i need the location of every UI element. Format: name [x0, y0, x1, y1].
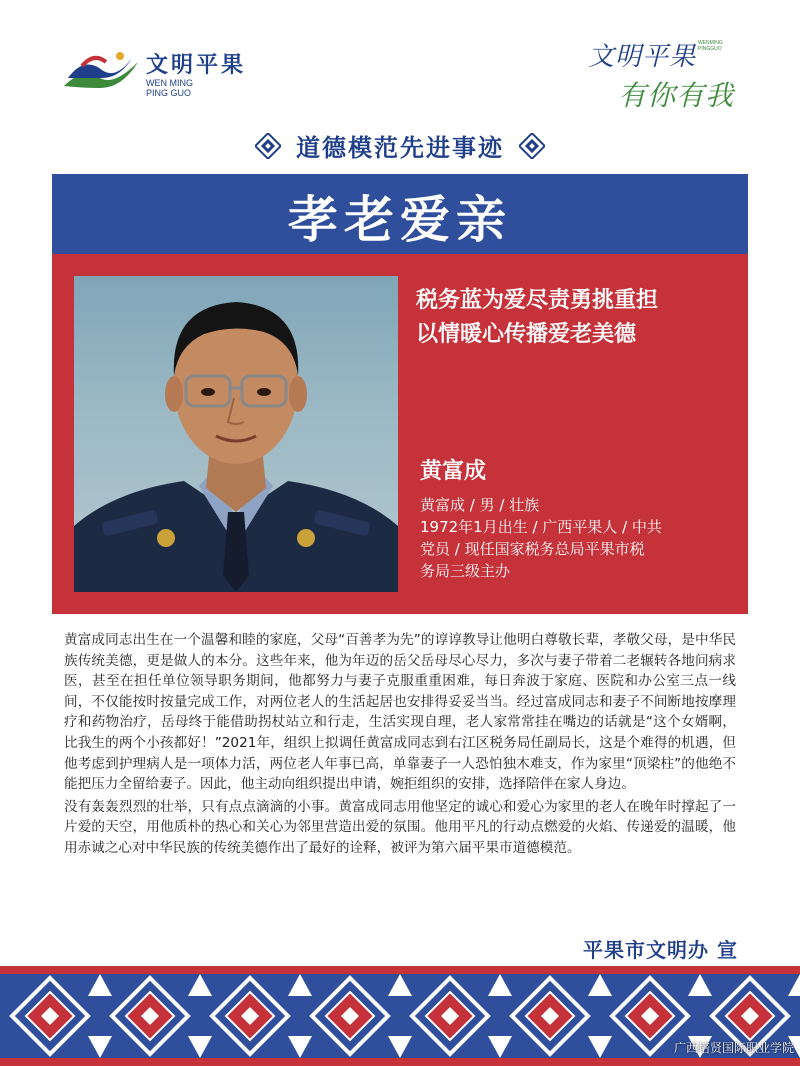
mountain-logo-icon: [62, 48, 140, 96]
logo-wenming-pingguo: [62, 42, 262, 102]
person-info-line-1: 黄富成 / 男 / 壮族: [420, 496, 540, 514]
logo-english-text: WEN MING PING GUO: [146, 78, 193, 98]
slogan-logo: [580, 30, 750, 116]
footer-pattern: [0, 966, 800, 1066]
person-info-line-3: 党员 / 现任国家税务总局平果市税: [420, 540, 645, 558]
story-body: [64, 630, 736, 861]
portrait-photo: [74, 276, 398, 592]
slogan-line-1: 文明平果: [588, 42, 697, 72]
story-paragraph-1: 黄富成同志出生在一个温馨和睦的家庭，父母“百善孝为先”的谆谆教导让他明白尊敬长辈，孝敬父母，是中华民族传统美德，更是做人的本分。这些年来，他为年迈的岳父岳母尽心尽力，多次与妻子带着二老辗转各地问病求医，甚至在担任单位领导职务期间，他都努力与妻子克服重重困难，每日奔波于家庭、医院和办公室三点一线间，不仅能按时按量完成工作，对两位老人的生活起居也安排得妥妥当当。经过富成同志和妻子不间断地按摩理疗和药物治疗，岳母终于能借助拐杖站立和行走，生活实现自理，老人家常常挂在嘴边的话就是“这个女婿啊，比我生的两个小孩都好！”2021年，组织上拟调任黄富成同志到右江区税务局任副局长，这是个难得的机遇，但他考虑到护理病人是一项体力活，两位老人年事已高，单靠妻子一人恐怕独木难支，作为家里“顶梁柱”的他绝不能把压力全留给妻子。因此，他主动向组织提出申请，婉拒组织的安排，选择陪伴在家人身边。: [64, 632, 736, 793]
publisher-credit: 平果市文明办 宣: [583, 938, 738, 962]
logo-chinese-text: 文明平果: [146, 52, 247, 78]
headline-line-1: 税务蓝为爱尽责勇挑重担: [416, 288, 659, 313]
portrait-illustration: [74, 276, 398, 592]
main-title: 孝老爱亲: [288, 190, 512, 249]
watermark: 广西培贤国际职业学院: [673, 1041, 794, 1055]
section-heading: [0, 128, 800, 168]
headline: [416, 284, 736, 352]
title-banner: [52, 174, 748, 254]
person-info-line-2: 1972年1月出生 / 广西平果人 / 中共: [420, 518, 662, 536]
slogan-english: WENMING PINGGUO: [698, 40, 723, 52]
person-info-line-4: 务局三级主办: [420, 562, 511, 580]
story-paragraph-2: 没有轰轰烈烈的壮举，只有点点滴滴的小事。黄富成同志用他坚定的诚心和爱心为家里的老人在晚年时撑起了一片爱的天空，用他质朴的热心和关心为邻里营造出爱的氛围。他用平凡的行动点燃爱的火焰、传递爱的温暖，他用赤诚之心对中华民族的传统美德作出了最好的诠释，被评为第六届平果市道德模范。: [64, 798, 736, 856]
slogan-line-2: 有你有我: [618, 79, 735, 112]
person-info: [420, 494, 730, 582]
section-title: 道德模范先进事迹: [296, 134, 504, 162]
profile-panel: [52, 254, 748, 614]
diamond-ornament-icon: [519, 133, 545, 159]
headline-line-2: 以情暖心传播爱老美德: [416, 322, 637, 347]
diamond-ornament-icon: [255, 133, 281, 159]
person-name: 黄富成: [420, 459, 487, 484]
